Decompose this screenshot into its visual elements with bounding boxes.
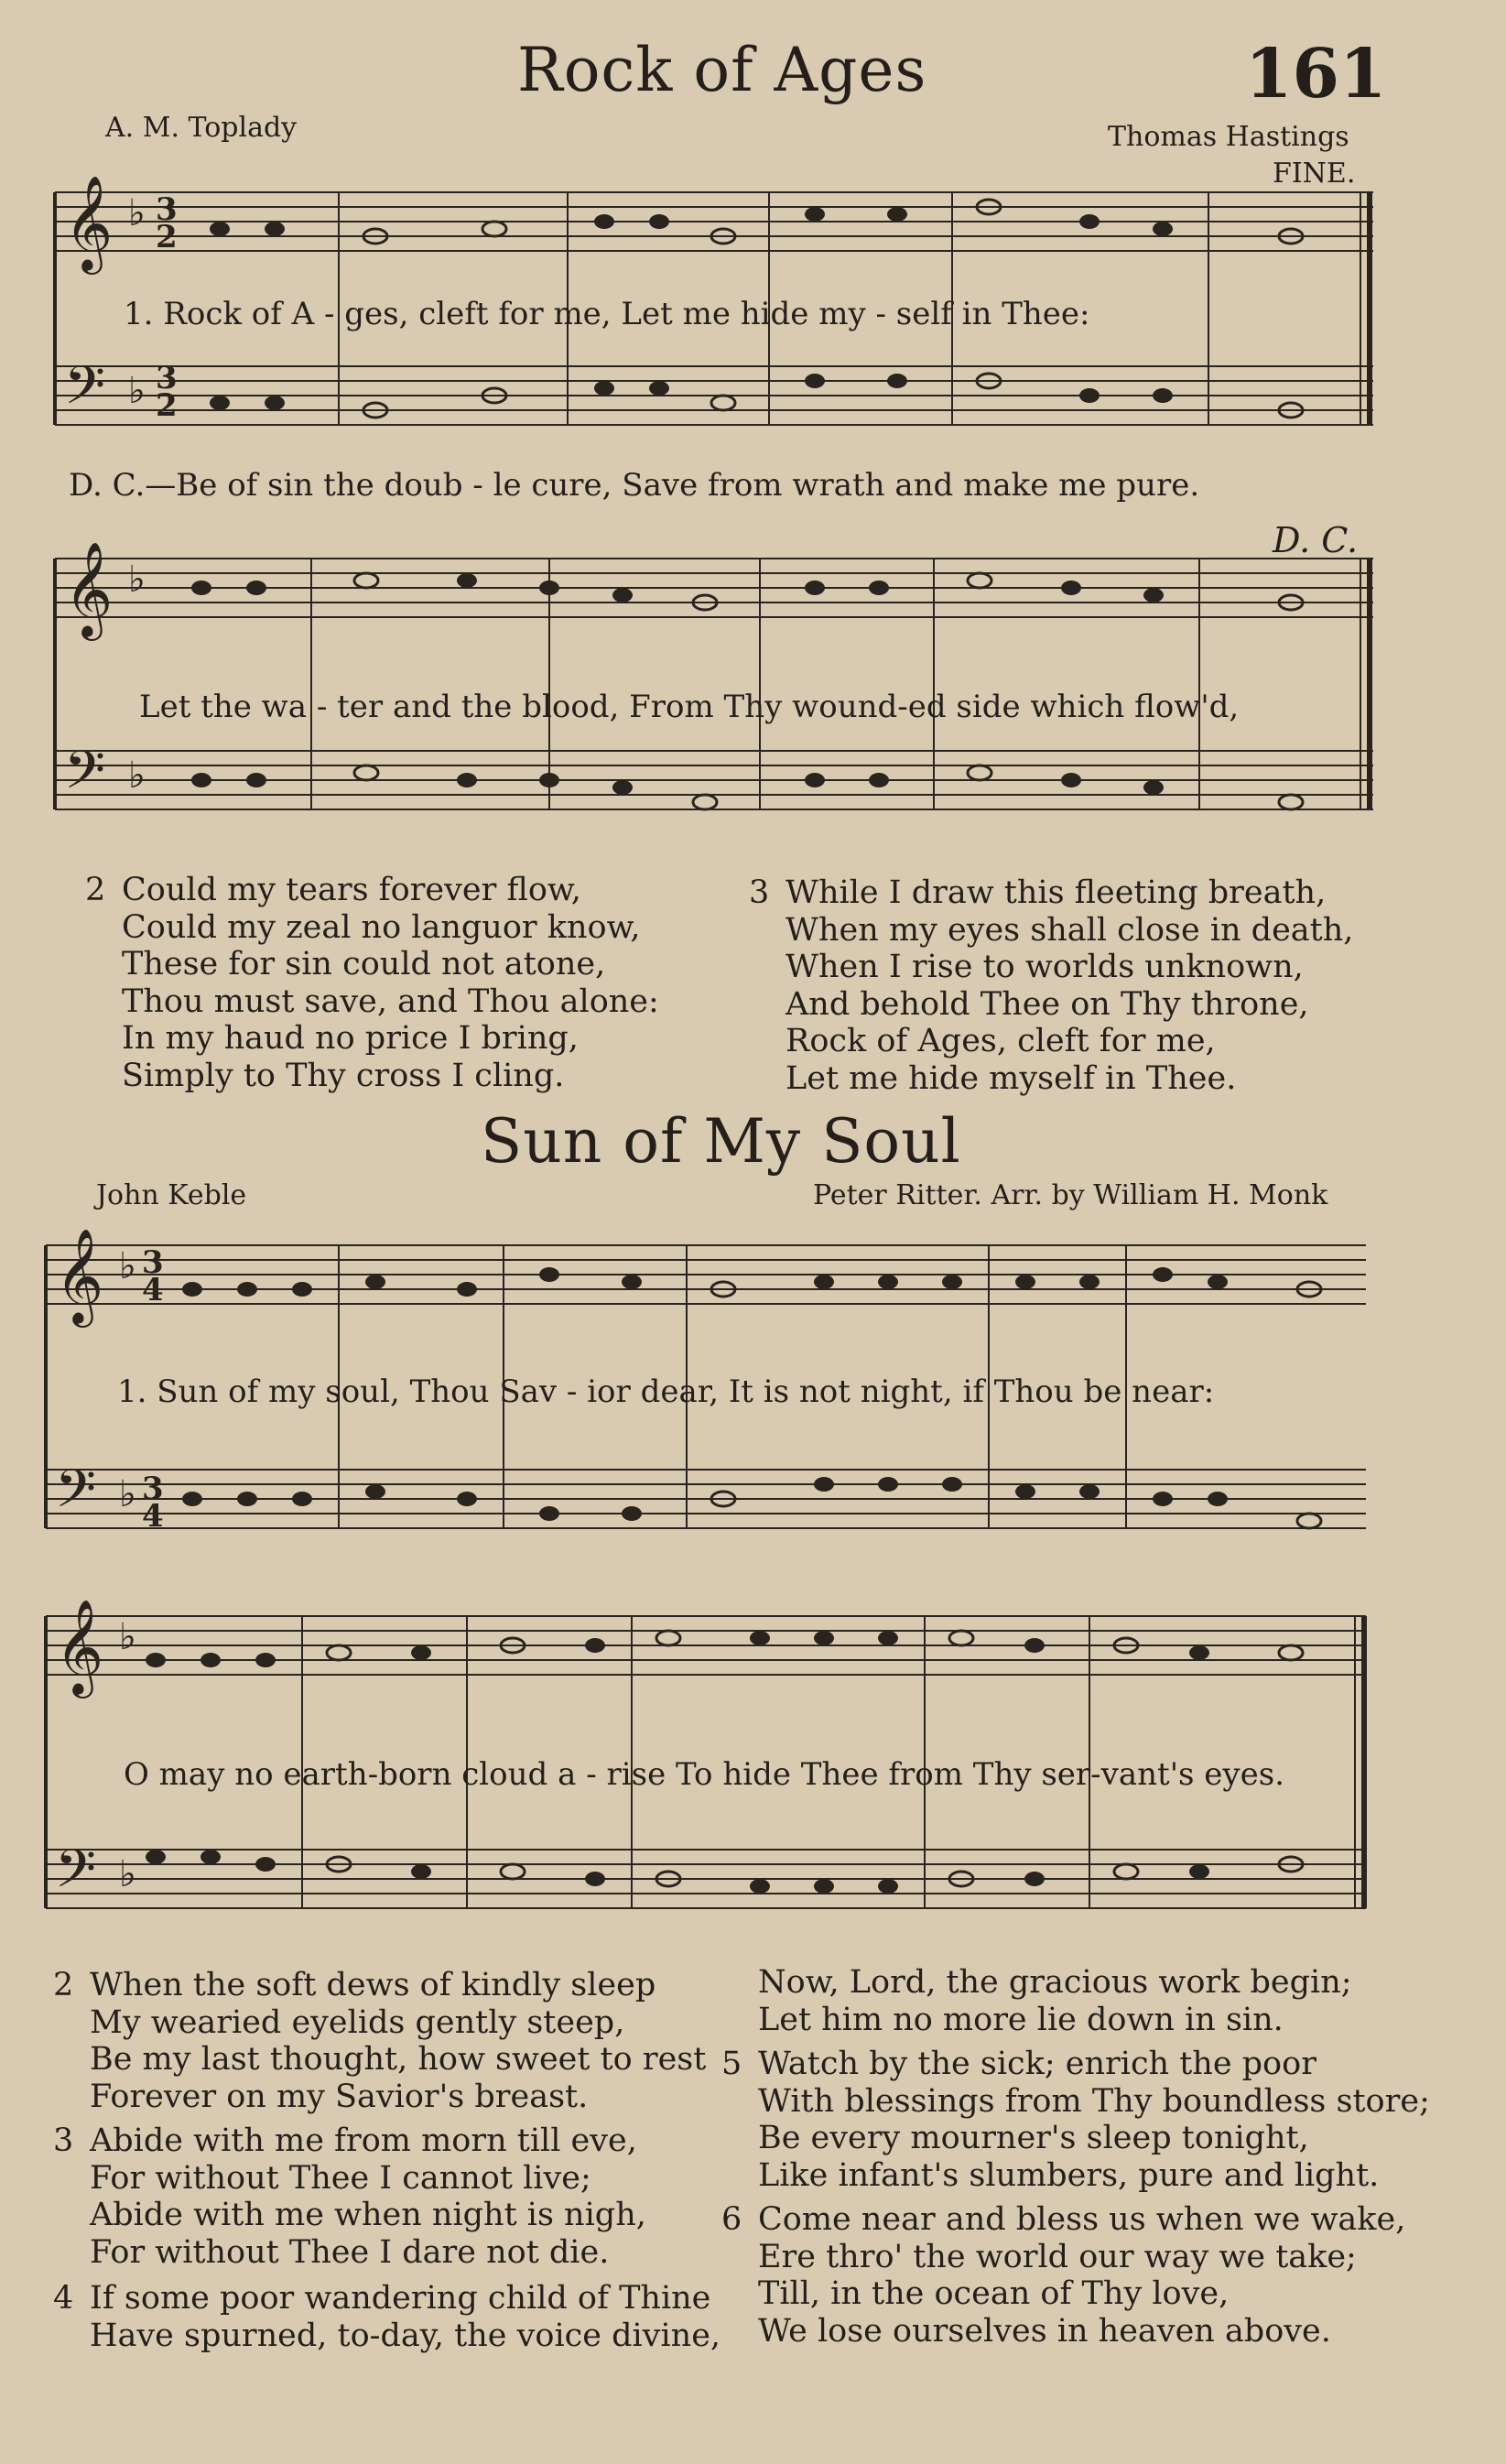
hymn2-verse-6 (721, 2201, 1406, 2350)
verse-line: My wearied eyelids gently steep, (90, 2003, 625, 2041)
verse-line: Watch by the sick; enrich the poor (758, 2046, 1316, 2082)
treble-clef-icon: 𝄞 (55, 1228, 104, 1324)
svg-text:3: 3 (142, 1244, 164, 1281)
music-system-1 (37, 174, 1382, 504)
hymn2-lyric-line-2: O may no earth-born cloud a - rise To hide Thee from Thy ser-vant's eyes. (124, 1756, 1285, 1793)
svg-text:4: 4 (142, 1272, 164, 1308)
verse-line: For without Thee I dare not die. (90, 2233, 610, 2271)
verse-line: Come near and bless us when we wake, (758, 2201, 1406, 2238)
verse-line: Forever on my Savior's breast. (90, 2078, 589, 2115)
hymn2-verse-3 (53, 2122, 646, 2271)
verse-line: When I rise to worlds unknown, (786, 949, 1304, 985)
verse-line: Abide with me from morn till eve, (90, 2122, 637, 2159)
svg-text:3: 3 (156, 191, 178, 228)
svg-text:2: 2 (156, 387, 178, 424)
hymn1-lyric-line-2: D. C.—Be of sin the doub - le cure, Save from wrath and make me pure. (69, 467, 1200, 504)
dc-mark: D. C. (1273, 520, 1359, 560)
verse-line: While I draw this fleeting breath, (786, 874, 1327, 911)
svg-text:2: 2 (156, 219, 178, 255)
verse-number: 4 (53, 2280, 74, 2317)
svg-text:♭: ♭ (119, 1852, 136, 1895)
hymn1-composer: Thomas Hastings (1108, 121, 1349, 153)
verse-line: When my eyes shall close in death, (786, 911, 1354, 949)
svg-text:♭: ♭ (119, 1244, 136, 1287)
hymn2-composer: Peter Ritter. Arr. by William H. Monk (813, 1179, 1328, 1211)
verse-line: Ere thro' the world our way we take; (758, 2238, 1357, 2275)
svg-text:4: 4 (142, 1498, 164, 1535)
verse-line: In my haud no price I bring, (122, 1020, 579, 1057)
hymn1-verse-3 (749, 874, 1354, 1097)
verse-line: These for sin could not atone, (122, 946, 606, 982)
bass-clef-icon: 𝄢 (55, 1838, 97, 1913)
verse-line: Thou must save, and Thou alone: (122, 982, 659, 1020)
treble-clef-icon: 𝄞 (64, 541, 114, 637)
verse-line: When the soft dews of kindly sleep (90, 1967, 656, 2003)
svg-text:♭: ♭ (119, 1472, 136, 1515)
svg-text:♭: ♭ (128, 558, 146, 601)
bass-clef-icon: 𝄢 (55, 1458, 97, 1533)
hymn2-verse-4-continued (758, 1964, 1352, 2038)
svg-text:3: 3 (142, 1471, 164, 1507)
hymn2-verse-2 (53, 1967, 707, 2115)
verse-line: Have spurned, to-day, the voice divine, (90, 2317, 721, 2354)
verse-line: If some poor wandering child of Thine (90, 2280, 711, 2317)
bass-staff (55, 366, 1373, 425)
svg-text:♭: ♭ (128, 754, 146, 797)
verse-number: 2 (53, 1967, 74, 2003)
hymn2-author: John Keble (96, 1179, 247, 1211)
verse-line: Could my zeal no languor know, (122, 908, 641, 946)
verse-number: 3 (749, 874, 770, 911)
hymn1-lyric-line-3: Let the wa - ter and the blood, From Thy wound-ed side which flow'd, (139, 689, 1240, 725)
hymn1-author: A. M. Toplady (105, 112, 298, 144)
treble-clef-icon: 𝄞 (64, 175, 114, 271)
verse-line: Simply to Thy cross I cling. (122, 1057, 565, 1094)
svg-text:3: 3 (156, 360, 178, 396)
verse-line: Rock of Ages, cleft for me, (786, 1023, 1216, 1059)
verse-number: 5 (721, 2046, 742, 2082)
verse-line: Be my last thought, how sweet to rest (90, 2041, 707, 2078)
verse-number: 6 (721, 2201, 742, 2238)
fine-mark: FINE. (1273, 157, 1356, 190)
verse-number: 3 (53, 2122, 74, 2159)
verse-number: 2 (85, 872, 106, 908)
flat-sign-icon: ♭ (128, 191, 146, 234)
verse-line: And behold Thee on Thy throne, (786, 985, 1309, 1023)
hymn-title-rock-of-ages: Rock of Ages (517, 35, 927, 105)
verse-line: We lose ourselves in heaven above. (758, 2312, 1331, 2350)
verse-line: Till, in the ocean of Thy love, (758, 2275, 1230, 2312)
treble-clef-icon: 𝄞 (55, 1599, 104, 1695)
bass-clef-icon: 𝄢 (64, 354, 106, 429)
svg-text:♭: ♭ (128, 369, 146, 412)
verse-line: Let me hide myself in Thee. (786, 1059, 1237, 1097)
verse-line: With blessings from Thy boundless store; (758, 2082, 1430, 2120)
verse-line: Could my tears forever flow, (122, 872, 581, 908)
verse-line: Now, Lord, the gracious work begin; (758, 1964, 1352, 2001)
hymn2-verse-4 (53, 2280, 721, 2354)
hymn1-verse-2 (85, 872, 659, 1094)
verse-line: Be every mourner's sleep tonight, (758, 2120, 1309, 2156)
hymn2-lyric-line-1: 1. Sun of my soul, Thou Sav - ior dear, It is not night, if Thou be near: (117, 1373, 1215, 1410)
verse-line: Abide with me when night is nigh, (90, 2197, 646, 2233)
hymn-title-sun-of-my-soul: Sun of My Soul (481, 1106, 961, 1177)
hymn1-lyric-line-1: 1. Rock of A - ges, cleft for me, Let me hide my - self in Thee: (124, 296, 1090, 332)
hymn2-verse-5 (721, 2046, 1430, 2194)
bass-clef-icon: 𝄢 (64, 739, 106, 814)
hymn-number: 161 (1245, 35, 1387, 114)
svg-text:♭: ♭ (119, 1615, 136, 1658)
verse-line: For without Thee I cannot live; (90, 2159, 591, 2197)
verse-line: Let him no more lie down in sin. (758, 2001, 1284, 2038)
verse-line: Like infant's slumbers, pure and light. (758, 2156, 1380, 2194)
